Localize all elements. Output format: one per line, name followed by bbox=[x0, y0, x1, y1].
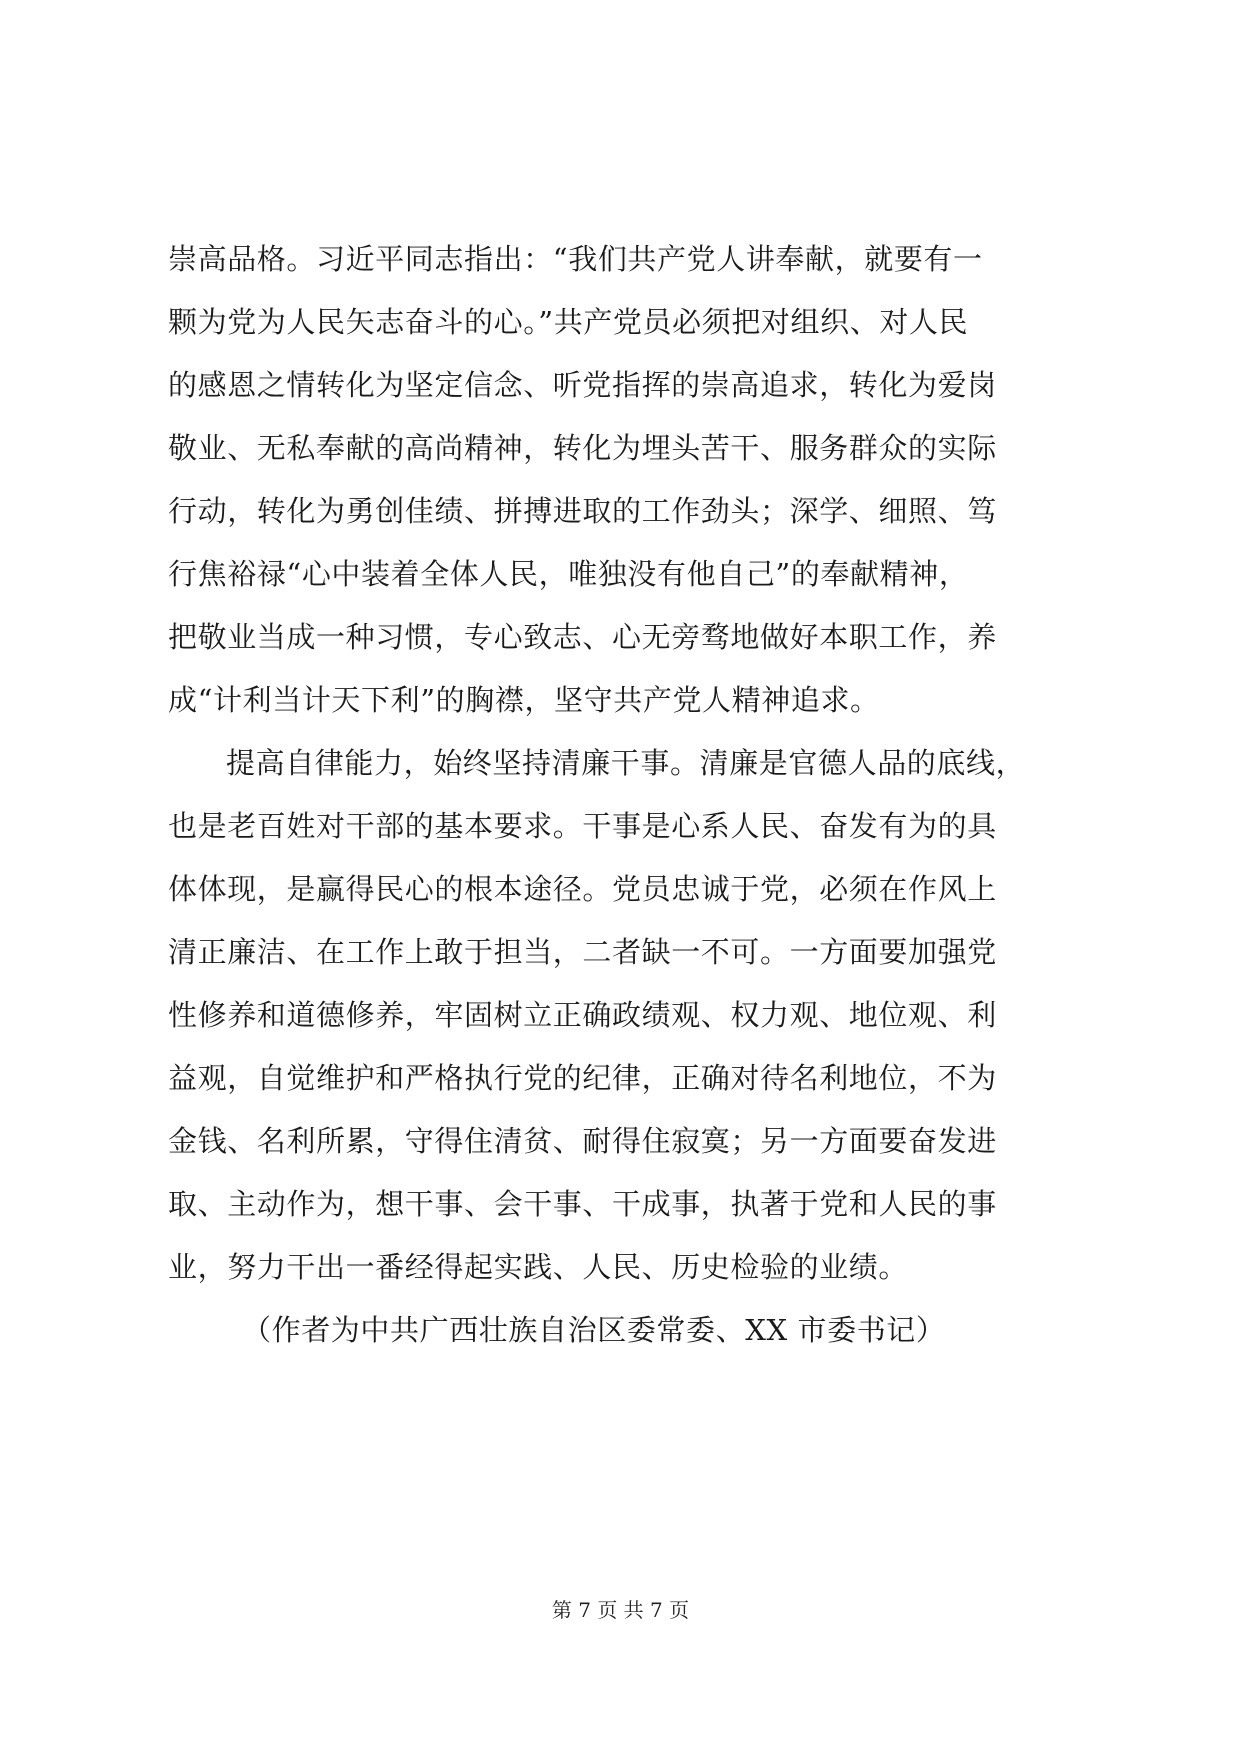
paragraph-1-line-3: 的感恩之情转化为坚定信念、听党指挥的崇高追求，转化为爱岗 bbox=[168, 368, 997, 402]
paragraph-1-line-1: 崇高品格。习近平同志指出：“我们共产党人讲奉献，就要有一 bbox=[168, 242, 983, 276]
article-body bbox=[168, 228, 1098, 1362]
paragraph-2-line-5: 性修养和道德修养，牢固树立正确政绩观、权力观、地位观、利 bbox=[168, 998, 997, 1032]
paragraph-2-line-6: 益观，自觉维护和严格执行党的纪律，正确对待名利地位，不为 bbox=[168, 1061, 997, 1095]
paragraph-1-line-2: 颗为党为人民矢志奋斗的心。”共产党员必须把对组织、对人民 bbox=[168, 305, 969, 339]
paragraph-2-line-3: 体体现，是赢得民心的根本途径。党员忠诚于党，必须在作风上 bbox=[168, 872, 997, 906]
author-byline: （作者为中共广西壮族自治区委常委、XX 市委书记） bbox=[242, 1313, 946, 1347]
paragraph-1-line-6: 行焦裕禄“心中装着全体人民，唯独没有他自己”的奉献精神， bbox=[168, 557, 969, 591]
paragraph-2-line-2: 也是老百姓对干部的基本要求。干事是心系人民、奋发有为的具 bbox=[168, 809, 997, 843]
paragraph-1-line-8: 成“计利当计天下利”的胸襟，坚守共产党人精神追求。 bbox=[168, 683, 880, 717]
paragraph-1-line-4: 敬业、无私奉献的高尚精神，转化为埋头苦干、服务群众的实际 bbox=[168, 431, 997, 465]
paragraph-2-line-4: 清正廉洁、在工作上敢于担当，二者缺一不可。一方面要加强党 bbox=[168, 935, 997, 969]
paragraph-1-line-7: 把敬业当成一种习惯，专心致志、心无旁骛地做好本职工作，养 bbox=[168, 620, 997, 654]
paragraph-2-line-9: 业，努力干出一番经得起实践、人民、历史检验的业绩。 bbox=[168, 1250, 909, 1284]
page-number-footer: 第 7 页 共 7 页 bbox=[551, 1598, 690, 1622]
paragraph-2-line-1: 提高自律能力，始终坚持清廉干事。清廉是官德人品的底线， bbox=[226, 746, 1026, 780]
paragraph-2-line-8: 取、主动作为，想干事、会干事、干成事，执著于党和人民的事 bbox=[168, 1187, 997, 1221]
paragraph-2-line-7: 金钱、名利所累，守得住清贫、耐得住寂寞；另一方面要奋发进 bbox=[168, 1124, 997, 1158]
paragraph-1-line-5: 行动，转化为勇创佳绩、拼搏进取的工作劲头；深学、细照、笃 bbox=[168, 494, 997, 528]
